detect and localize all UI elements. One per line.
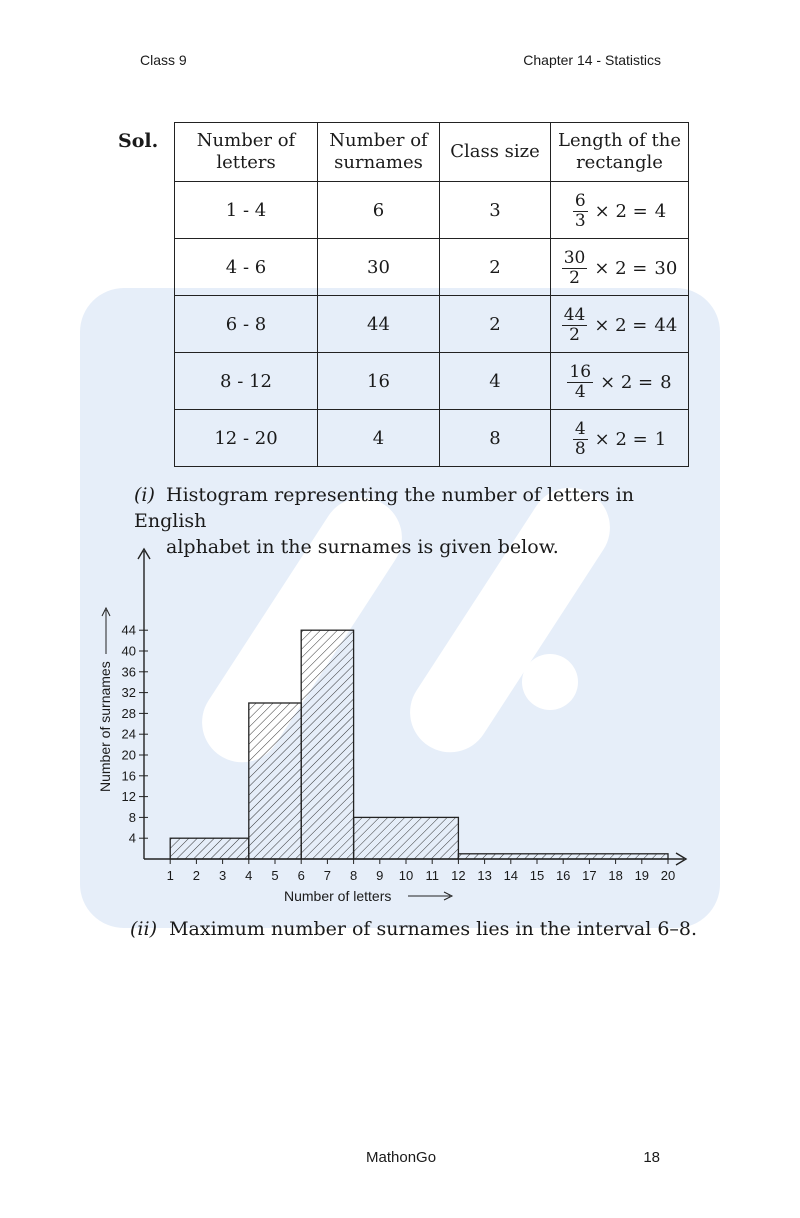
x-tick-label: 17 — [582, 868, 597, 883]
x-axis-label: Number of letters — [284, 888, 392, 904]
y-tick-label: 40 — [121, 643, 136, 659]
x-tick-label: 7 — [323, 868, 332, 883]
cell-surnames: 4 — [318, 410, 440, 467]
footer-page-number: 18 — [643, 1149, 660, 1166]
x-tick-label: 6 — [297, 868, 305, 883]
cell-class-size: 2 — [440, 296, 551, 353]
cell-surnames: 44 — [318, 296, 440, 353]
header-chapter: Chapter 14 - Statistics — [523, 52, 661, 68]
fraction: $\frac{6}{3}$ — [574, 190, 586, 231]
part-i-line2: alphabet in the surnames is given below. — [166, 536, 559, 558]
x-tick-label: 8 — [349, 868, 358, 883]
fraction: $\frac{44}{2}$ — [563, 304, 586, 345]
cell-surnames: 16 — [318, 353, 440, 410]
y-tick-label: 12 — [121, 789, 136, 805]
x-tick-label: 2 — [192, 868, 201, 883]
x-tick-label: 5 — [271, 868, 279, 883]
x-tick-label: 13 — [477, 868, 492, 883]
part-i-marker: (i) — [134, 484, 155, 506]
cell-letters: 6 - 8 — [175, 296, 318, 353]
solution-label: Sol. — [118, 130, 159, 152]
x-tick-label: 16 — [555, 868, 571, 883]
cell-surnames: 30 — [318, 239, 440, 296]
y-tick-label: 24 — [121, 726, 136, 742]
header-letters: Number of letters — [175, 123, 318, 182]
histogram-bar-12-20 — [458, 854, 668, 859]
y-tick-label: 36 — [121, 664, 136, 680]
x-tick-label: 3 — [218, 868, 227, 883]
cell-class-size: 2 — [440, 239, 551, 296]
y-tick-label: 4 — [128, 830, 136, 846]
cell-length: $\frac{44}{2}$ × 2 = 44 — [551, 296, 689, 353]
header-class-size: Class size — [440, 123, 551, 182]
x-tick-label: 10 — [398, 868, 414, 883]
cell-length: $\frac{4}{8}$ × 2 = 1 — [551, 410, 689, 467]
x-tick-label: 9 — [376, 868, 384, 883]
y-axis-label-arrow — [102, 608, 110, 654]
x-tick-label: 11 — [425, 868, 439, 883]
histogram-bar-8-12 — [354, 817, 459, 859]
y-tick-label: 28 — [121, 705, 136, 721]
fraction: $\frac{4}{8}$ — [574, 418, 586, 459]
x-axis-label-arrow — [408, 892, 452, 900]
cell-length: $\frac{16}{4}$ × 2 = 8 — [551, 353, 689, 410]
part-i-line1: Histogram representing the number of letters in English — [134, 484, 635, 532]
x-tick-label: 20 — [660, 868, 676, 883]
cell-letters: 12 - 20 — [175, 410, 318, 467]
x-tick-label: 1 — [166, 868, 174, 883]
header-surnames: Number of surnames — [318, 123, 440, 182]
x-tick-label: 4 — [245, 868, 253, 883]
x-tick-label: 14 — [503, 868, 519, 883]
cell-letters: 1 - 4 — [175, 182, 318, 239]
footer-brand: MathonGo — [366, 1149, 437, 1166]
y-tick-label: 16 — [121, 768, 136, 784]
cell-class-size: 8 — [440, 410, 551, 467]
header-length: Length of the rectangle — [551, 123, 689, 182]
cell-class-size: 3 — [440, 182, 551, 239]
x-tick-label: 15 — [529, 868, 545, 883]
cell-letters: 8 - 12 — [175, 353, 318, 410]
x-tick-label: 19 — [634, 868, 650, 883]
histogram-bar-4-6 — [249, 703, 301, 859]
cell-class-size: 4 — [440, 353, 551, 410]
cell-surnames: 6 — [318, 182, 440, 239]
fraction: $\frac{30}{2}$ — [563, 247, 586, 288]
part-ii-marker: (ii) — [130, 918, 157, 940]
cell-letters: 4 - 6 — [175, 239, 318, 296]
cell-length: $\frac{6}{3}$ × 2 = 4 — [551, 182, 689, 239]
y-axis-label: Number of surnames — [97, 661, 113, 792]
y-tick-label: 32 — [121, 685, 136, 701]
y-tick-label: 44 — [121, 622, 136, 638]
y-tick-label: 20 — [121, 747, 136, 763]
x-tick-label: 12 — [451, 868, 466, 883]
part-ii-paragraph — [130, 916, 697, 942]
histogram-bar-1-4 — [170, 838, 249, 859]
header-class: Class 9 — [140, 52, 187, 68]
part-ii-text: Maximum number of surnames lies in the interval 6–8. — [169, 918, 698, 940]
histogram-bar-6-8 — [301, 630, 353, 859]
x-tick-label: 18 — [608, 868, 623, 883]
y-tick-label: 8 — [128, 809, 136, 825]
fraction: $\frac{16}{4}$ — [569, 361, 592, 402]
cell-length: $\frac{30}{2}$ × 2 = 30 — [551, 239, 689, 296]
